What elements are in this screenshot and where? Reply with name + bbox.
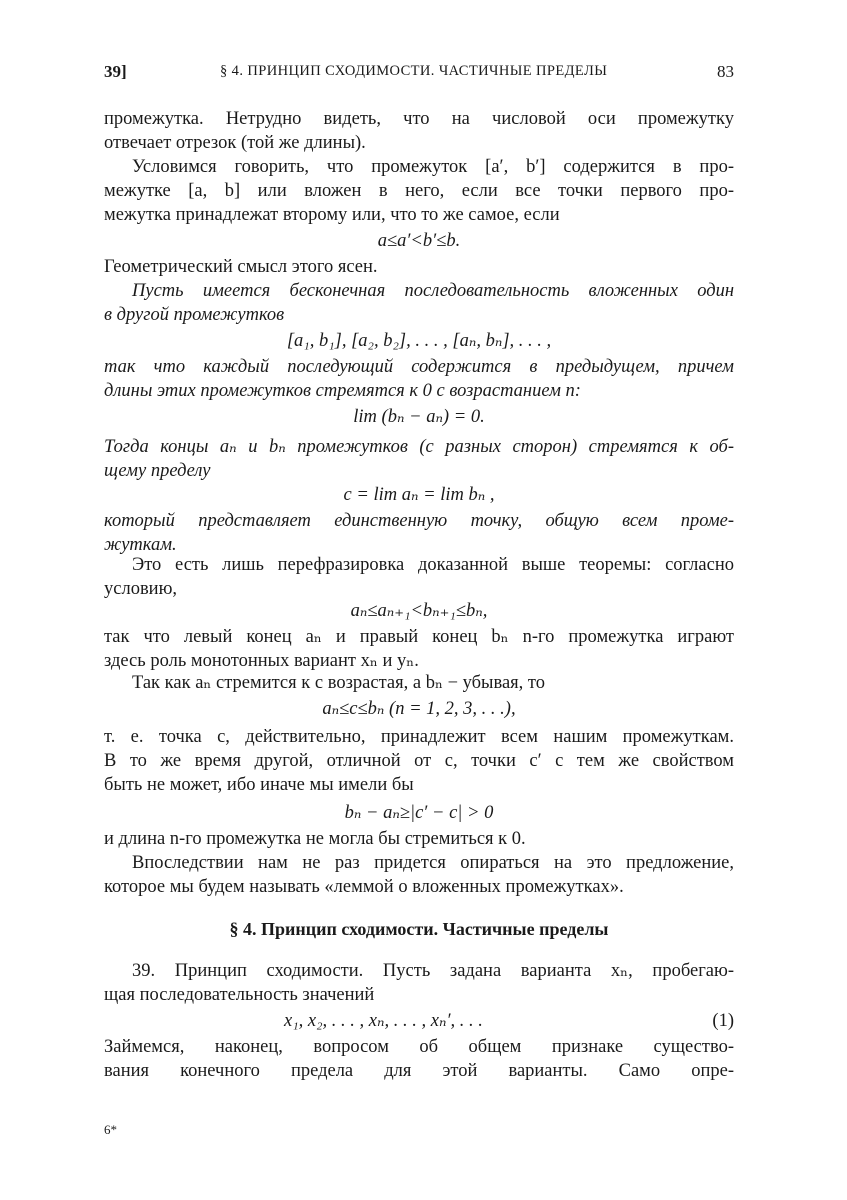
formula: a≤a′<b′≤b. — [377, 231, 461, 251]
lemma-line: так что каждый последующий содержится в предыдущем, причем — [104, 357, 734, 377]
lemma-line: Тогда концы aₙ и bₙ промежутков (с разных сторон) стремятся к об- — [104, 437, 734, 457]
text-line: В то же время другой, отличной от c, точки c′ с тем же свойством — [104, 751, 734, 771]
text-line: промежутка. Нетрудно видеть, что на числовой оси промежутку — [104, 109, 734, 129]
text-line: вания конечного предела для этой варианты. Само опре- — [104, 1061, 734, 1081]
formula: aₙ≤aₙ₊₁<bₙ₊₁≤bₙ, — [350, 601, 488, 621]
text-line: Условимся говорить, что промежуток [a′, b′] содержится в про- — [132, 157, 734, 177]
signature-mark: 6* — [104, 1122, 117, 1137]
text-line: и длина n-го промежутка не могла бы стремиться к 0. — [104, 829, 526, 849]
section-number: 39] — [104, 62, 127, 81]
text-line: щая последовательность значений — [104, 985, 375, 1005]
running-title: § 4. ПРИНЦИП СХОДИМОСТИ. ЧАСТИЧНЫЕ ПРЕДЕЛЫ — [220, 63, 608, 79]
text-line: Так как aₙ стремится к c возрастая, а bₙ − убывая, то — [132, 673, 546, 693]
text-line: здесь роль монотонных вариант xₙ и yₙ. — [104, 651, 419, 671]
formula: c = lim aₙ = lim bₙ , — [343, 485, 495, 505]
text-line: межутка принадлежат второму или, что то же самое, если — [104, 205, 560, 225]
text-line: отвечает отрезок (той же длины). — [104, 133, 366, 153]
text-line: межутке [a, b] или вложен в него, если все точки первого про- — [104, 181, 734, 201]
formula: bₙ − aₙ≥|c′ − c| > 0 — [344, 803, 494, 823]
formula: lim (bₙ − aₙ) = 0. — [353, 407, 485, 427]
page-number: 83 — [717, 62, 734, 81]
text-line: условию, — [104, 579, 178, 599]
text-line: 39. Принцип сходимости. Пусть задана варианта xₙ, пробегаю- — [132, 961, 734, 981]
text-line: Впоследствии нам не раз придется опираться на это предложение, — [132, 853, 734, 873]
text-line: которое мы будем называть «леммой о вложенных промежутках». — [104, 877, 624, 897]
formula: aₙ≤c≤bₙ (n = 1, 2, 3, . . .), — [322, 699, 516, 719]
text-line: Займемся, наконец, вопросом об общем признаке существо- — [104, 1037, 734, 1057]
lemma-line: Пусть имеется бесконечная последовательность вложенных один — [132, 281, 734, 301]
formula: [a₁, b₁], [a₂, b₂], . . . , [aₙ, bₙ], . . . , — [286, 331, 552, 351]
lemma-line: длины этих промежутков стремятся к 0 с возрастанием n: — [104, 381, 581, 401]
text-line: т. е. точка c, действительно, принадлежит всем нашим промежуткам. — [104, 727, 734, 747]
lemma-line: в другой промежутков — [104, 305, 285, 325]
text-line: так что левый конец aₙ и правый конец bₙ n-го промежутка играют — [104, 627, 734, 647]
text-line: Это есть лишь перефразировка доказанной выше теоремы: согласно — [132, 555, 734, 575]
equation-number: (1) — [712, 1011, 734, 1031]
lemma-line: жуткам. — [104, 535, 177, 555]
text-line: быть не может, ибо иначе мы имели бы — [104, 775, 414, 795]
section-heading: § 4. Принцип сходимости. Частичные пределы — [229, 919, 609, 939]
lemma-line: который представляет единственную точку, общую всем проме- — [104, 511, 734, 531]
lemma-line: щему пределу — [104, 461, 211, 481]
formula: x₁, x₂, . . . , xₙ, . . . , xₙ′, . . . — [284, 1011, 483, 1031]
text-line: Геометрический смысл этого ясен. — [104, 257, 378, 277]
running-header — [104, 62, 734, 84]
